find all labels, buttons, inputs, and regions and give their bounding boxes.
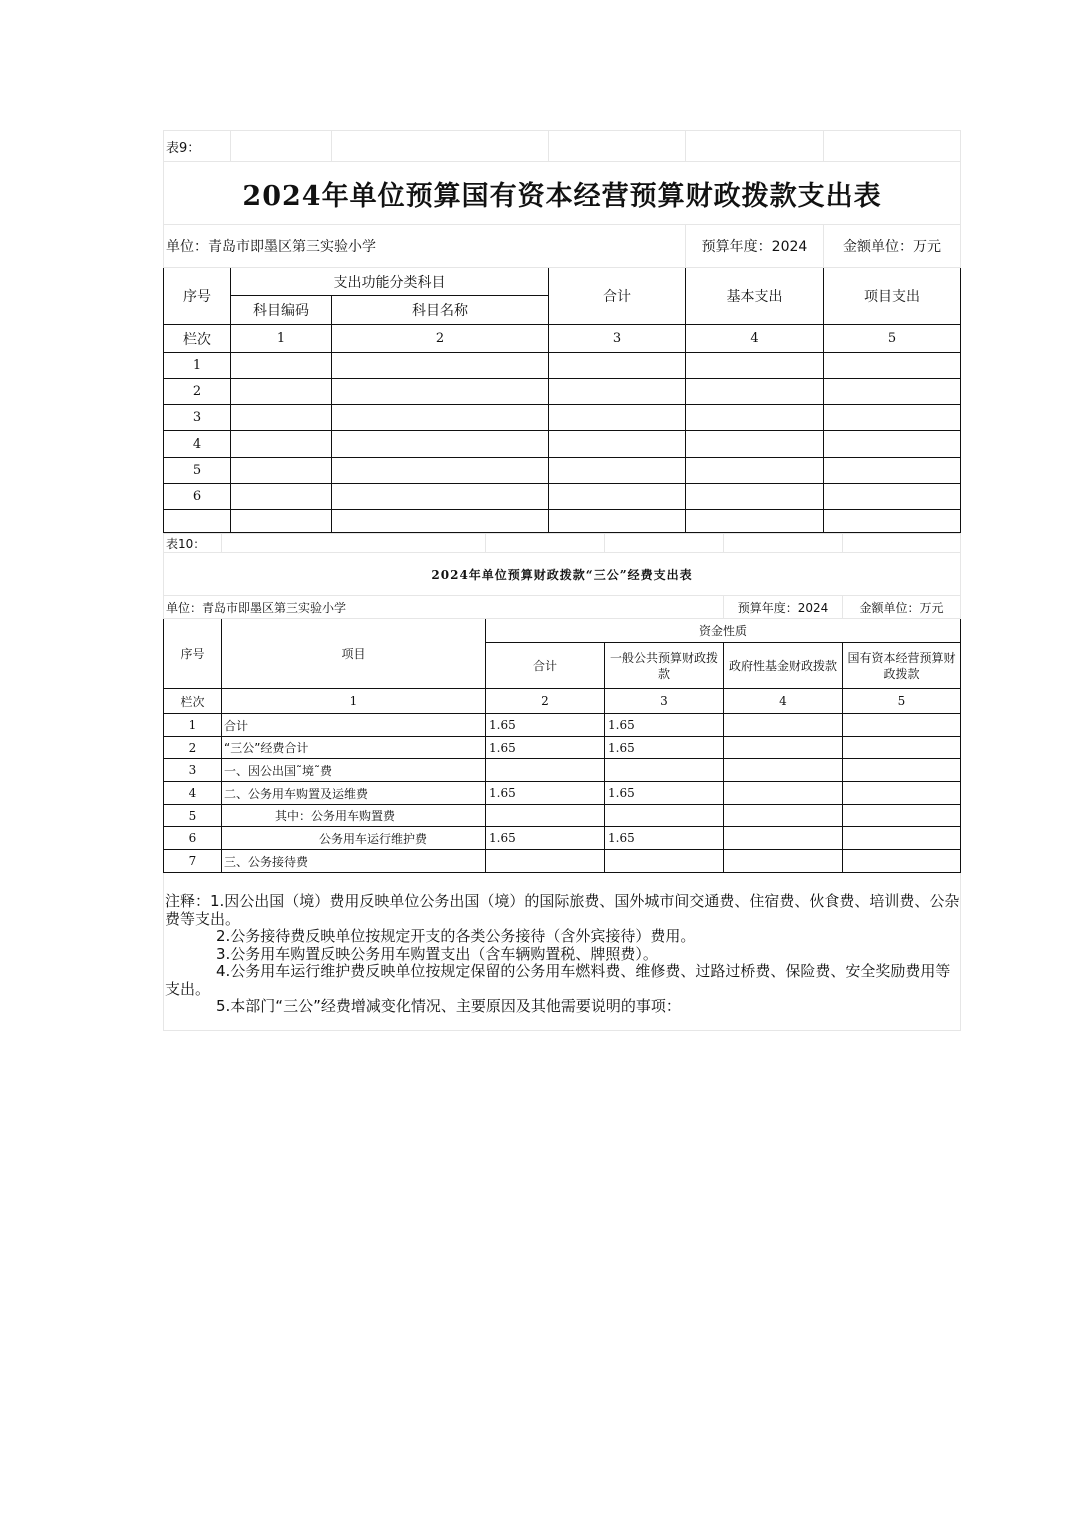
table-row: 7 三、公务接待费 [164, 850, 961, 873]
table-10-label: 表10： [164, 534, 222, 553]
table-10-budget-year: 预算年度：2024 [724, 596, 843, 619]
note-3: 3.公务用车购置反映公务用车购置支出（含车辆购置税、牌照费）。 [216, 944, 658, 963]
column-index-row: 栏次 1 2 3 4 5 [164, 325, 961, 353]
header-seq: 序号 [164, 268, 231, 325]
table-9-budget-year: 预算年度：2024 [686, 225, 824, 268]
header-name: 科目名称 [332, 296, 549, 325]
table-row: 3 [164, 405, 961, 431]
header-fund-nature: 资金性质 [486, 619, 961, 643]
note-4: 4.公务用车运行维护费反映单位按规定保留的公务用车燃料费、维修费、过路过桥费、保险费、安全奖励费用等支出。 [165, 962, 951, 998]
table-9-amount-unit: 金额单位：万元 [824, 225, 961, 268]
table-row [164, 510, 961, 533]
table-row: 1 [164, 353, 961, 379]
note-5: 5.本部门“三公”经费增减变化情况、主要原因及其他需要说明的事项： [216, 997, 681, 1015]
table-9 [163, 130, 961, 533]
header-general-budget: 一般公共预算财政拨款 [605, 643, 724, 689]
header-item: 项目 [222, 619, 486, 689]
table-row: 5 [164, 458, 961, 484]
table-9-label: 表9： [164, 131, 231, 162]
table-row: 5 其中：公务用车购置费 [164, 805, 961, 827]
table-row: 4 二、公务用车购置及运维费 1.65 1.65 [164, 782, 961, 805]
table-row: 4 [164, 431, 961, 458]
table-10-unit: 单位：青岛市即墨区第三实验小学 [164, 596, 724, 619]
table-row: 2 “三公”经费合计 1.65 1.65 [164, 737, 961, 759]
header-total: 合计 [549, 268, 686, 325]
column-index-row: 栏次 1 2 3 4 5 [164, 689, 961, 714]
header-code: 科目编码 [231, 296, 332, 325]
table-row: 6 公务用车运行维护费 1.65 1.65 [164, 827, 961, 850]
table-9-unit: 单位：青岛市即墨区第三实验小学 [164, 225, 686, 268]
table-10-title: 2024年单位预算财政拨款“三公”经费支出表 [164, 553, 961, 596]
header-state-capital: 国有资本经营预算财政拨款 [843, 643, 961, 689]
notes-section [163, 873, 961, 1031]
header-gov-fund: 政府性基金财政拨款 [724, 643, 843, 689]
document-page [163, 130, 960, 1031]
table-10-amount-unit: 金额单位：万元 [843, 596, 961, 619]
table-row: 1 合计 1.65 1.65 [164, 714, 961, 737]
header-seq: 序号 [164, 619, 222, 689]
header-total: 合计 [486, 643, 605, 689]
header-project: 项目支出 [824, 268, 961, 325]
table-9-title: 2024年单位预算国有资本经营预算财政拨款支出表 [164, 162, 961, 225]
note-2: 2.公务接待费反映单位按规定开支的各类公务接待（含外宾接待）费用。 [216, 927, 696, 945]
table-row: 3 一、因公出国˜境˜费 [164, 759, 961, 782]
note-1: 注释：1.因公出国（境）费用反映单位公务出国（境）的国际旅费、国外城市间交通费、住宿费、伙食费、培训费、公杂费等支出。 [165, 892, 960, 928]
table-row: 2 [164, 379, 961, 405]
header-category: 支出功能分类科目 [231, 268, 549, 296]
table-10 [163, 533, 961, 873]
header-basic: 基本支出 [686, 268, 824, 325]
table-row: 6 [164, 484, 961, 510]
